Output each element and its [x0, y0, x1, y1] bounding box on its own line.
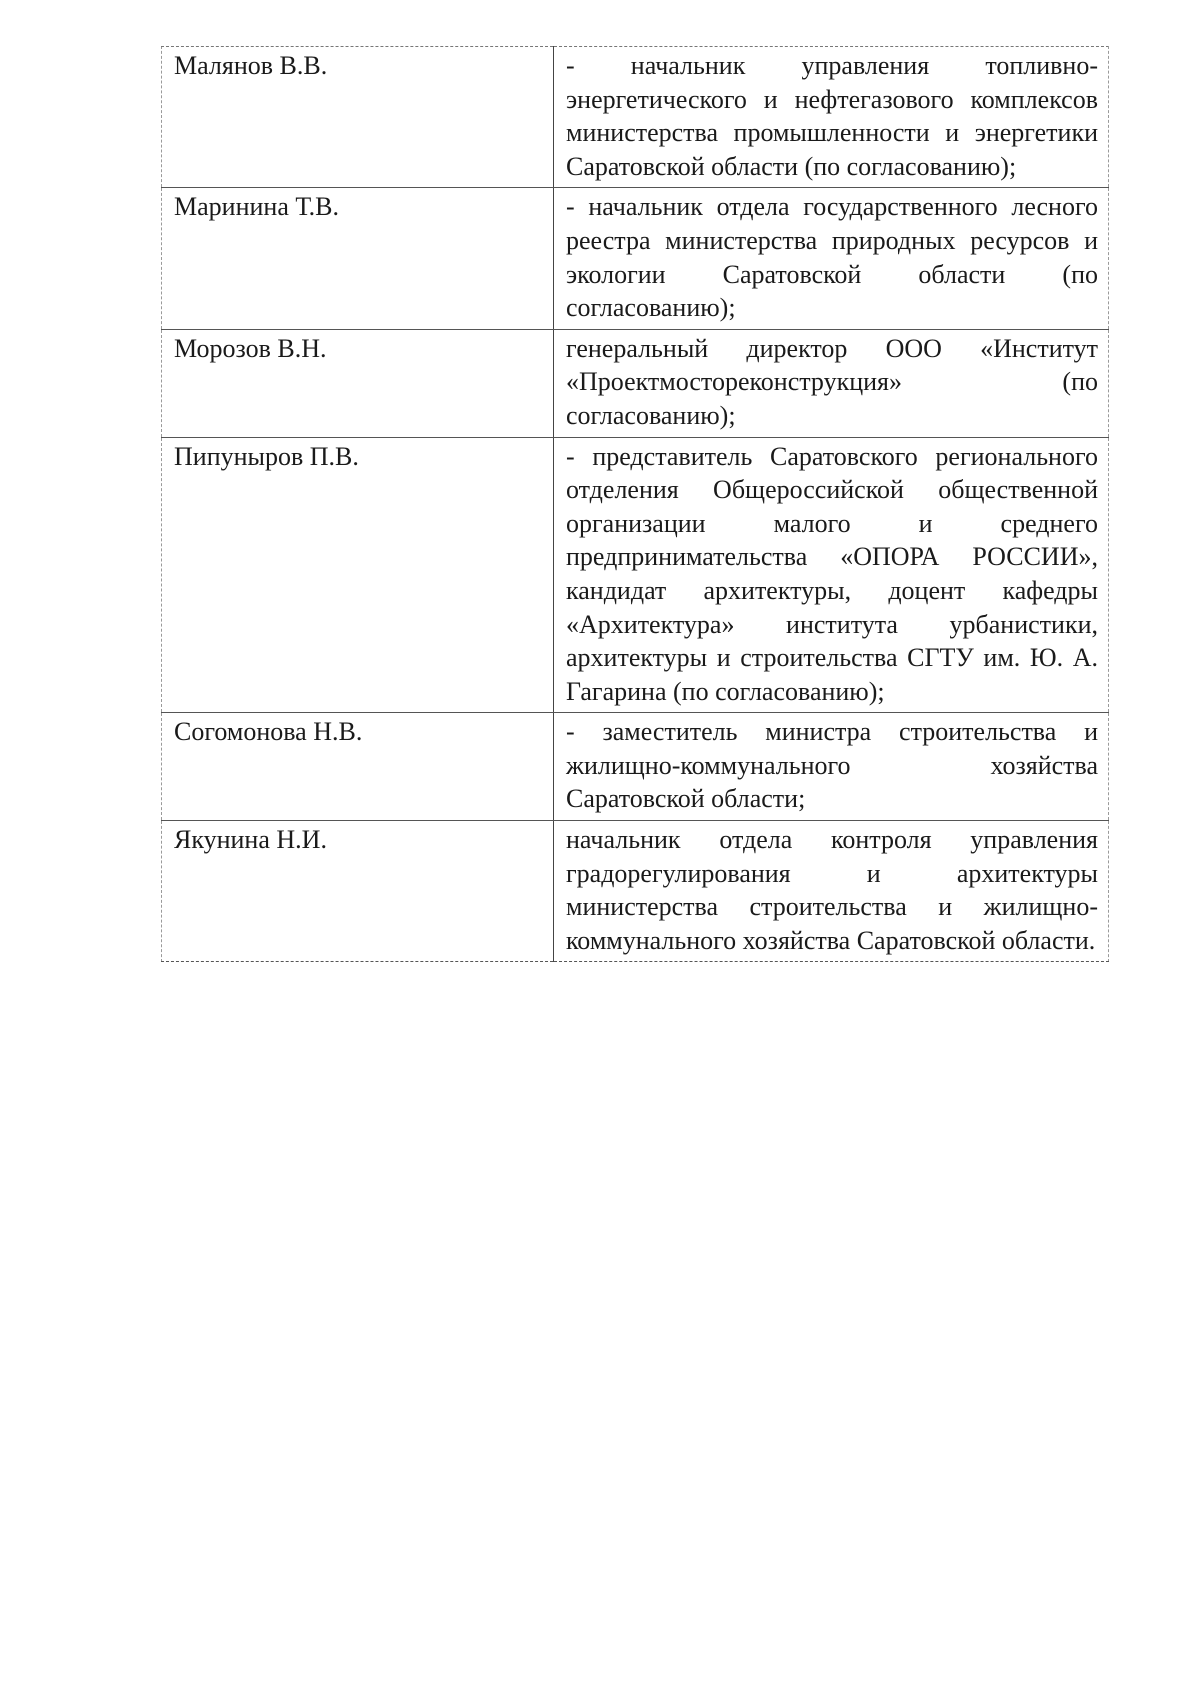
- member-role: - представитель Саратовского регионального отделения Общероссийской общественной организации малого и среднего предпринимательства «ОПОРА РОССИИ», кандидат архитектуры, доцент кафедры «Архитектура» института урбанистики, архитектуры и строительства СГТУ им. Ю. А. Гагарина (по согласованию);: [554, 437, 1109, 713]
- table-row: [162, 821, 1109, 962]
- table-row: [162, 713, 1109, 821]
- member-name: Якунина Н.И.: [162, 821, 554, 962]
- table-row: [162, 188, 1109, 329]
- member-name: Морозов В.Н.: [162, 329, 554, 437]
- table-row: [162, 329, 1109, 437]
- members-table: [161, 46, 1109, 962]
- member-role: - начальник управления топливно-энергетического и нефтегазового комплексов министерства промышленности и энергетики Саратовской области (по согласованию);: [554, 47, 1109, 188]
- member-role: - заместитель министра строительства и жилищно-коммунального хозяйства Саратовской области;: [554, 713, 1109, 821]
- table-row: [162, 47, 1109, 188]
- member-name: Маринина Т.В.: [162, 188, 554, 329]
- member-role: генеральный директор ООО «Институт «Проектмостореконструкция» (по согласованию);: [554, 329, 1109, 437]
- member-role: начальник отдела контроля управления градорегулирования и архитектуры министерства строительства и жилищно-коммунального хозяйства Саратовской области.: [554, 821, 1109, 962]
- member-name: Согомонова Н.В.: [162, 713, 554, 821]
- member-role: - начальник отдела государственного лесного реестра министерства природных ресурсов и экологии Саратовской области (по согласованию);: [554, 188, 1109, 329]
- member-name: Малянов В.В.: [162, 47, 554, 188]
- member-name: Пипуныров П.В.: [162, 437, 554, 713]
- table-row: [162, 437, 1109, 713]
